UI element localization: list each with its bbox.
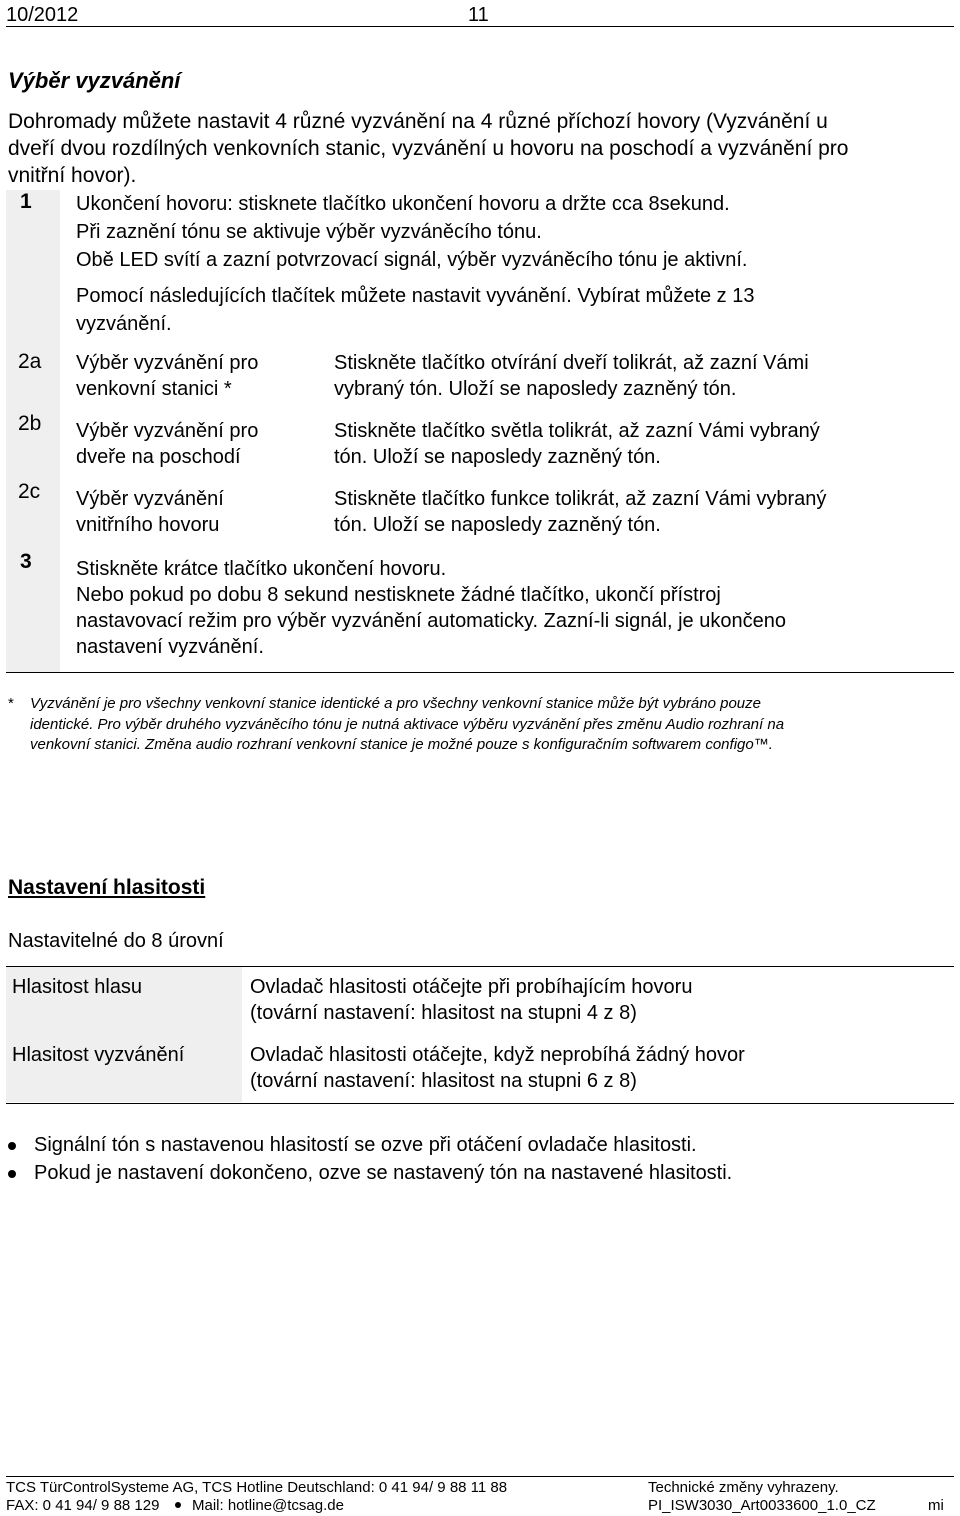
section-title-ringtone: Výběr vyzvánění <box>8 68 181 93</box>
footnote-line: venkovní stanici. Změna audio rozhraní venkovní stanice je možné pouze s konfiguračním softwarem configo™. <box>30 736 773 753</box>
volume-row-description <box>250 974 950 1026</box>
volume-desc-line: (tovární nastavení: hlasitost na stupni 6 z 8) <box>250 1070 637 1092</box>
step-number: 2a <box>18 350 42 373</box>
footnote-line: identické. Pro výběr druhého vyzváněcího tónu je nutná aktivace výběru vyzvánění přes změnu Audio rozhraní na <box>30 715 785 733</box>
volume-desc-line: (tovární nastavení: hlasitost na stupni 4 z 8) <box>250 1002 637 1024</box>
row-label-line: vnitřního hovoru <box>76 514 220 536</box>
intro-line: Dohromady můžete nastavit 4 různé vyzvánění na 4 různé příchozí hovory (Vyzvánění u <box>8 110 828 133</box>
intro-paragraph <box>8 108 953 189</box>
row-label <box>76 486 316 538</box>
row-desc-line: vybraný tón. Uloží se naposledy zazněný tón. <box>334 378 737 400</box>
footnote-text <box>30 694 950 756</box>
step-3-text <box>76 556 951 660</box>
row-label-line: venkovní stanici * <box>76 378 232 400</box>
footer-disclaimer: Technické změny vyhrazeny. <box>648 1479 839 1496</box>
row-description <box>334 418 954 470</box>
footnote-line: Vyzvánění je pro všechny venkovní stanice identické a pro všechny venkovní stanice může být vybráno pouze <box>30 695 761 712</box>
footer-fax: FAX: 0 41 94/ 9 88 129 <box>6 1497 160 1514</box>
footnote-marker: * <box>8 695 14 712</box>
step-line: vyzvánění. <box>76 313 172 335</box>
row-desc-line: tón. Uloží se naposledy zazněný tón. <box>334 514 661 536</box>
header-divider <box>6 26 954 27</box>
step-number: 2b <box>18 412 42 435</box>
step-line: Pomocí následujících tlačítek můžete nastavit vyvánění. Vybírat můžete z 13 <box>76 285 755 307</box>
step-table-bottom-border <box>6 672 954 673</box>
row-desc-line: tón. Uloží se naposledy zazněný tón. <box>334 446 661 468</box>
row-description <box>334 350 954 402</box>
row-description <box>334 486 954 538</box>
volume-desc-line: Ovladač hlasitosti otáčejte, když neprobíhá žádný hovor <box>250 1044 745 1066</box>
row-label-line: Výběr vyzvánění pro <box>76 420 259 442</box>
step-line: Obě LED svítí a zazní potvrzovací signál, výběr vyzváněcího tónu je aktivní. <box>76 249 748 271</box>
row-label-line: Výběr vyzvánění <box>76 488 224 510</box>
bullet-icon <box>175 1502 181 1508</box>
bullet-icon <box>8 1142 16 1150</box>
step-line: nastavovací režim pro výběr vyzvánění automaticky. Zazní-li signál, je ukončeno <box>76 610 786 632</box>
row-label-line: Výběr vyzvánění pro <box>76 352 259 374</box>
section-title-volume: Nastavení hlasitosti <box>8 876 206 899</box>
row-label <box>76 418 316 470</box>
footer-divider <box>6 1476 954 1477</box>
row-label-line: dveře na poschodí <box>76 446 241 468</box>
bullet-text: Signální tón s nastavenou hlasitostí se ozve při otáčení ovladače hlasitosti. <box>34 1134 697 1156</box>
intro-line: dveří dvou rozdílných venkovních stanic, vyzvánění u hovoru na poschodí a vyzvánění pro <box>8 137 849 160</box>
step-number: 3 <box>20 550 32 573</box>
step-line: Při zaznění tónu se aktivuje výběr vyzváněcího tónu. <box>76 221 542 243</box>
volume-row-description <box>250 1042 950 1094</box>
footer-initials: mi <box>928 1497 944 1514</box>
step-line: Nebo pokud po dobu 8 sekund nestisknete žádné tlačítko, ukončí přístroj <box>76 584 721 606</box>
step-line: nastavení vyzvánění. <box>76 636 264 658</box>
bullet-icon <box>8 1170 16 1178</box>
row-desc-line: Stiskněte tlačítko otvírání dveří tolikrát, až zazní Vámi <box>334 352 809 374</box>
footer-mail[interactable]: Mail: hotline@tcsag.de <box>192 1497 344 1514</box>
volume-desc-line: Ovladač hlasitosti otáčejte při probíhajícím hovoru <box>250 976 693 998</box>
volume-row-label: Hlasitost hlasu <box>12 976 143 998</box>
step-number: 1 <box>20 190 32 213</box>
volume-row-label: Hlasitost vyzvánění <box>12 1044 185 1066</box>
bullet-text: Pokud je nastavení dokončeno, ozve se nastavený tón na nastavené hlasitosti. <box>34 1162 733 1184</box>
intro-line: vnitřní hovor). <box>8 164 137 187</box>
header-date: 10/2012 <box>6 4 79 26</box>
page-number: 11 <box>468 4 489 26</box>
footer-doc-id: PI_ISW3030_Art0033600_1.0_CZ <box>648 1497 876 1514</box>
section-subtitle: Nastavitelné do 8 úrovní <box>8 930 224 952</box>
step-line: Ukončení hovoru: stisknete tlačítko ukončení hovoru a držte cca 8sekund. <box>76 193 730 215</box>
step-number: 2c <box>18 480 41 503</box>
row-desc-line: Stiskněte tlačítko světla tolikrát, až zazní Vámi vybraný <box>334 420 820 442</box>
footer-company: TCS TürControlSysteme AG, TCS Hotline Deutschland: 0 41 94/ 9 88 11 88 <box>6 1479 508 1496</box>
step-line: Stiskněte krátce tlačítko ukončení hovoru. <box>76 558 447 580</box>
row-desc-line: Stiskněte tlačítko funkce tolikrát, až zazní Vámi vybraný <box>334 488 827 510</box>
row-label <box>76 350 316 402</box>
step-1-text <box>76 190 946 338</box>
